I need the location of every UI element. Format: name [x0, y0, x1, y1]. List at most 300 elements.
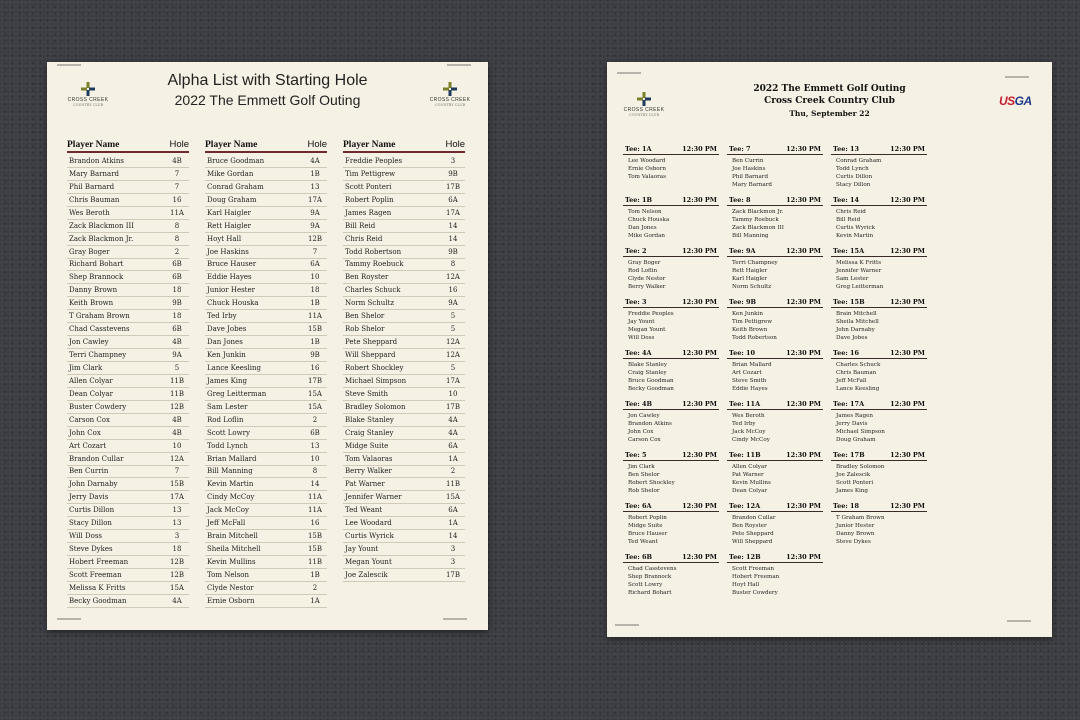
tee-player-name: Chris Reid: [836, 209, 866, 215]
player-row: [205, 595, 327, 608]
player-name: Hobert Freeman: [69, 558, 129, 567]
tee-player-name: John Darnaby: [836, 326, 875, 333]
tee-header: [727, 297, 823, 308]
tee-header: [623, 144, 719, 155]
tee-player-name: James Ragen: [836, 413, 874, 419]
player-row: [67, 259, 189, 272]
player-row: [205, 401, 327, 414]
starting-hole: 6A: [448, 506, 458, 515]
player-row: [205, 220, 327, 233]
tee-number: Tee: 17A: [833, 400, 865, 408]
tee-player-name: Eddie Hayes: [732, 385, 768, 392]
starting-hole: 12A: [170, 454, 184, 463]
starting-hole: 7: [174, 182, 180, 191]
player-name: Eddie Hayes: [207, 273, 252, 282]
player-row: [205, 362, 327, 375]
tee-player-name: Jennifer Warner: [836, 267, 882, 274]
tee-header: [727, 399, 823, 410]
tee-player-name: Bruce Goodman: [628, 377, 674, 384]
tee-players: [831, 206, 927, 241]
player-row: [67, 246, 189, 259]
tape-strip: [617, 72, 641, 74]
tee-number: Tee: 4A: [625, 349, 652, 357]
player-name: Ben Royster: [345, 273, 389, 282]
tee-number: Tee: 7: [729, 145, 751, 153]
tee-players: [831, 359, 927, 394]
tee-players: [623, 512, 719, 547]
player-name: Scott Lowry: [207, 428, 250, 437]
column-header: [205, 138, 327, 153]
player-name: Art Cozart: [69, 441, 107, 450]
player-name: T Graham Brown: [69, 312, 130, 321]
player-row: [205, 466, 327, 479]
tee-players: [727, 155, 823, 190]
tee-number: Tee: 3: [625, 298, 647, 306]
tee-player-name: Robert Poplin: [628, 515, 667, 521]
tee-time: 12:30 PM: [786, 553, 821, 561]
tee-time: 12:30 PM: [890, 247, 925, 255]
player-row: [343, 349, 465, 362]
player-row: [205, 427, 327, 440]
player-name: Tom Valaoras: [345, 454, 393, 463]
tee-player-name: Scott Freeman: [732, 566, 775, 572]
player-name: John Cox: [69, 428, 101, 437]
tee-player-name: James King: [836, 487, 868, 494]
tee-header: [623, 399, 719, 410]
tee-player-name: Jerry Davis: [836, 420, 868, 427]
player-row: [205, 491, 327, 504]
tee-time: 12:30 PM: [890, 196, 925, 204]
starting-hole: 6B: [172, 273, 182, 282]
tee-header: [727, 450, 823, 461]
tee-number: Tee: 16: [833, 349, 860, 357]
starting-hole: 4B: [172, 428, 182, 437]
column-header: [67, 138, 189, 153]
starting-hole: 9B: [448, 169, 458, 178]
player-name: Jerry Davis: [69, 493, 109, 502]
tee-player-name: Wes Beroth: [732, 413, 765, 419]
player-name: Pete Sheppard: [345, 338, 398, 347]
tee-header: [727, 246, 823, 257]
player-name: Brian Mallard: [207, 454, 257, 463]
starting-hole: 6B: [172, 260, 182, 269]
player-row: [67, 556, 189, 569]
starting-hole: 18: [310, 286, 320, 295]
tee-block: [623, 501, 719, 552]
player-name: Zack Blackmon III: [69, 221, 135, 230]
player-name: Kevin Mullins: [207, 558, 256, 567]
player-name: Steve Dykes: [69, 545, 113, 554]
tee-block: [831, 501, 927, 552]
tee-player-name: Brandon Cullar: [732, 515, 776, 521]
tee-player-name: Jeff McFall: [836, 377, 867, 384]
tee-player-name: Bruce Hauser: [628, 530, 668, 537]
starting-hole: 18: [172, 312, 182, 321]
player-row: [205, 323, 327, 336]
player-row: [205, 388, 327, 401]
player-name: Bruce Hauser: [207, 260, 257, 269]
starting-hole: 12B: [169, 402, 185, 411]
tee-player-name: Ted Irby: [732, 420, 756, 427]
tee-time: 12:30 PM: [682, 349, 717, 357]
player-row: [343, 427, 465, 440]
tee-player-name: Rob Shelor: [628, 487, 660, 494]
tee-players: [623, 308, 719, 343]
player-row: [67, 530, 189, 543]
tee-player-name: Brandon Atkins: [628, 420, 672, 427]
player-row: [67, 582, 189, 595]
tee-player-name: Lee Woodard: [628, 158, 666, 164]
player-name: Terri Champney: [69, 351, 127, 360]
player-name: Charles Schuck: [345, 286, 401, 295]
tee-time: 12:30 PM: [786, 502, 821, 510]
starting-hole: 17B: [307, 376, 323, 385]
tee-number: Tee: 4B: [625, 400, 653, 408]
player-name: Chris Reid: [345, 234, 383, 243]
tee-block: [623, 552, 719, 603]
logo-text: CROSS CREEK: [429, 97, 471, 103]
player-name: Rett Haigler: [207, 221, 251, 230]
starting-hole: 1A: [448, 519, 458, 528]
player-column-1: [67, 138, 189, 608]
starting-hole: 5: [450, 325, 456, 334]
tee-player-name: Brain Mitchell: [836, 311, 877, 317]
starting-hole: 11A: [170, 208, 184, 217]
player-row: [343, 233, 465, 246]
tee-player-name: Greg Leitterman: [836, 283, 884, 290]
starting-hole: 4B: [172, 338, 182, 347]
player-name: Brain Mitchell: [207, 532, 258, 541]
player-row: [67, 440, 189, 453]
tee-header: [623, 195, 719, 206]
tee-block: [831, 246, 927, 297]
player-row: [67, 362, 189, 375]
tee-player-name: Zack Blackmon III: [732, 224, 784, 231]
tee-number: Tee: 11A: [729, 400, 761, 408]
tape-strip: [615, 624, 639, 626]
starting-hole: 5: [450, 363, 456, 372]
player-name-header: Player Name: [205, 140, 258, 150]
tee-player-name: Melissa K Fritts: [836, 260, 882, 266]
player-name: Jennifer Warner: [345, 493, 402, 502]
player-name: Scott Ponteri: [345, 182, 392, 191]
player-row: [205, 233, 327, 246]
alpha-list-title: Alpha List with Starting Hole: [167, 72, 368, 89]
player-row: [67, 517, 189, 530]
tee-player-name: Scott Lowry: [628, 581, 663, 588]
player-name: Scott Freeman: [69, 570, 122, 579]
player-name: Freddie Peoples: [345, 156, 403, 165]
starting-hole: 2: [174, 247, 180, 256]
tee-number: Tee: 12A: [729, 502, 761, 510]
starting-hole: 7: [312, 247, 318, 256]
tee-players: [831, 257, 927, 292]
player-row: [343, 323, 465, 336]
player-row: [205, 375, 327, 388]
player-row: [205, 259, 327, 272]
player-name: Pat Warner: [345, 480, 385, 489]
tee-player-name: Jay Yount: [628, 318, 655, 325]
player-row: [67, 401, 189, 414]
player-row: [343, 569, 465, 582]
starting-hole: 10: [310, 273, 320, 282]
tee-number: Tee: 18: [833, 502, 860, 510]
player-name: Brandon Atkins: [69, 156, 124, 165]
starting-hole: 17A: [308, 195, 322, 204]
player-name: Cindy McCoy: [207, 493, 255, 502]
player-row: [67, 414, 189, 427]
player-name: Becky Goodman: [69, 596, 127, 605]
tee-block: [727, 348, 823, 399]
player-name: Chuck Houska: [207, 299, 259, 308]
starting-hole: 13: [310, 182, 320, 191]
player-name: Michael Simpson: [345, 376, 407, 385]
tee-block: [831, 399, 927, 450]
starting-hole: 12B: [169, 558, 185, 567]
player-row: [67, 543, 189, 556]
tape-strip: [57, 618, 81, 620]
player-name: Stacy Dillon: [69, 519, 112, 528]
tee-player-name: John Cox: [628, 428, 654, 435]
starting-hole: 9B: [172, 299, 182, 308]
starting-hole: 8: [174, 221, 180, 230]
player-row: [205, 478, 327, 491]
tee-player-name: Chris Bauman: [836, 369, 877, 376]
player-name: Curtis Dillon: [69, 506, 115, 515]
starting-hole: 8: [174, 234, 180, 243]
tee-player-name: Jon Cawley: [628, 413, 660, 419]
player-name: James King: [207, 376, 248, 385]
player-name: Ernie Osborn: [207, 596, 255, 605]
logo-subtext: COUNTRY CLUB: [72, 103, 104, 107]
tee-players: [727, 257, 823, 292]
player-column-3: [343, 138, 465, 582]
tee-player-name: Art Cozart: [732, 369, 762, 376]
player-row: [205, 556, 327, 569]
tee-player-name: Dan Jones: [628, 224, 657, 231]
tee-sheet-subtitle: Cross Creek Country Club: [764, 96, 895, 106]
starting-hole: 4B: [172, 156, 182, 165]
tee-number: Tee: 15A: [833, 247, 865, 255]
tee-player-name: Keith Brown: [732, 326, 768, 333]
player-name: Karl Haigler: [207, 208, 251, 217]
player-name: Shep Brannock: [69, 273, 124, 282]
player-name: Todd Lynch: [207, 441, 248, 450]
player-row: [343, 246, 465, 259]
tee-player-name: Norm Schultz: [732, 283, 772, 290]
tee-block: [623, 195, 719, 246]
starting-hole: 11A: [308, 506, 322, 515]
starting-hole: 10: [172, 441, 182, 450]
starting-hole: 6A: [310, 260, 320, 269]
player-row: [67, 310, 189, 323]
tee-player-name: Kevin Mullins: [732, 479, 771, 486]
tee-players: [623, 461, 719, 496]
tee-player-name: T Graham Brown: [836, 515, 885, 521]
starting-hole: 11B: [307, 558, 323, 567]
player-name: Tom Nelson: [207, 570, 250, 579]
player-row: [67, 466, 189, 479]
starting-hole: 17A: [446, 208, 460, 217]
tee-player-name: Bill Manning: [732, 232, 769, 239]
tee-player-name: Stacy Dillon: [836, 181, 871, 188]
tee-number: Tee: 17B: [833, 451, 865, 459]
player-name: Doug Graham: [207, 195, 257, 204]
starting-hole: 12A: [446, 351, 460, 360]
player-row: [67, 491, 189, 504]
tee-player-name: Tammy Roebuck: [732, 216, 779, 223]
tee-block: [727, 552, 823, 603]
player-row: [343, 491, 465, 504]
player-row: [67, 336, 189, 349]
tee-player-name: Zack Blackmon Jr.: [732, 209, 784, 215]
player-name: Clyde Nestor: [207, 583, 254, 592]
tee-block: [831, 450, 927, 501]
player-name: Zack Blackmon Jr.: [69, 234, 134, 243]
starting-hole: 15A: [308, 402, 322, 411]
player-name: James Ragen: [345, 208, 392, 217]
tee-time: 12:30 PM: [890, 145, 925, 153]
tee-block: [623, 246, 719, 297]
player-row: [205, 155, 327, 168]
tee-header: [623, 501, 719, 512]
tee-players: [831, 461, 927, 496]
player-name: Robert Shockley: [345, 363, 404, 372]
tee-header: [623, 552, 719, 563]
player-row: [67, 504, 189, 517]
tee-player-name: Allen Colyar: [732, 464, 767, 470]
tee-player-name: Todd Lynch: [836, 165, 869, 172]
tee-player-name: Tim Pettigrew: [732, 318, 773, 325]
player-name: Will Sheppard: [345, 351, 396, 360]
tee-players: [623, 563, 719, 598]
tee-player-name: Conrad Graham: [836, 158, 882, 164]
tee-player-name: Tom Nelson: [628, 209, 662, 215]
tee-players: [727, 512, 823, 547]
tape-strip: [1005, 76, 1029, 78]
player-name: Jay Yount: [345, 545, 379, 554]
tee-time: 12:30 PM: [786, 247, 821, 255]
tee-time: 12:30 PM: [890, 298, 925, 306]
tee-time: 12:30 PM: [682, 502, 717, 510]
player-name: Tim Pettigrew: [345, 169, 396, 178]
player-name: Curtis Wyrick: [345, 532, 394, 541]
player-row: [343, 155, 465, 168]
tee-header: [623, 297, 719, 308]
player-name: Phil Barnard: [69, 182, 115, 191]
tee-player-name: Ernie Osborn: [628, 165, 666, 172]
starting-hole: 1A: [448, 454, 458, 463]
tee-block: [831, 348, 927, 399]
player-name: Bradley Solomon: [345, 402, 406, 411]
player-row: [67, 233, 189, 246]
tee-players: [623, 257, 719, 292]
tee-time: 12:30 PM: [682, 196, 717, 204]
starting-hole: 10: [310, 454, 320, 463]
player-row: [343, 440, 465, 453]
tee-block: [623, 450, 719, 501]
starting-hole: 2: [450, 467, 456, 476]
tee-players: [623, 410, 719, 445]
player-row: [205, 297, 327, 310]
tee-player-name: Ben Currin: [732, 158, 764, 164]
tee-player-name: Dave Jobes: [836, 334, 868, 341]
player-row: [67, 181, 189, 194]
player-row: [343, 181, 465, 194]
tee-player-name: Junior Hester: [836, 522, 875, 529]
starting-hole: 17B: [445, 570, 461, 579]
tee-sheet: [607, 62, 1052, 637]
tee-players: [727, 410, 823, 445]
player-name: Blake Stanley: [345, 415, 394, 424]
starting-hole: 15A: [446, 493, 460, 502]
starting-hole: 1A: [310, 596, 320, 605]
tee-header: [831, 348, 927, 359]
tee-player-name: Bradley Solomon: [836, 464, 885, 470]
tee-player-name: Pete Sheppard: [732, 530, 774, 537]
starting-hole: 15B: [307, 532, 323, 541]
player-name-header: Player Name: [343, 140, 396, 150]
column-header: [343, 138, 465, 153]
player-name: Jim Clark: [69, 363, 103, 372]
player-name: Will Doss: [69, 532, 103, 541]
tee-players: [727, 359, 823, 394]
player-rows: [343, 155, 465, 582]
tee-time: 12:30 PM: [682, 247, 717, 255]
tee-players: [831, 308, 927, 343]
player-row: [343, 556, 465, 569]
starting-hole: 9A: [310, 221, 320, 230]
tee-players: [623, 206, 719, 241]
tee-player-name: Megan Yount: [628, 326, 666, 333]
player-row: [205, 517, 327, 530]
player-name: Bill Reid: [345, 221, 376, 230]
starting-hole: 9B: [310, 351, 320, 360]
player-name: Steve Smith: [345, 389, 389, 398]
starting-hole: 11A: [308, 493, 322, 502]
tee-sheet-title: 2022 The Emmett Golf Outing: [753, 84, 906, 94]
player-row: [67, 595, 189, 608]
tee-player-name: Richard Bohart: [628, 589, 672, 596]
player-name: Junior Hester: [207, 286, 255, 295]
player-name: Ted Weant: [345, 506, 383, 515]
player-row: [67, 194, 189, 207]
tee-player-name: Gray Boger: [628, 260, 661, 266]
player-name: Chris Bauman: [69, 195, 120, 204]
player-name: Jeff McFall: [207, 519, 246, 528]
player-row: [343, 194, 465, 207]
player-row: [343, 530, 465, 543]
tee-header: [831, 195, 927, 206]
starting-hole: 14: [448, 221, 458, 230]
tee-number: Tee: 5: [625, 451, 647, 459]
player-row: [67, 453, 189, 466]
tee-player-name: Steve Dykes: [836, 538, 871, 545]
tee-block: [623, 348, 719, 399]
tee-header: [831, 501, 927, 512]
player-name: Dan Jones: [207, 338, 243, 347]
player-name: Midge Suite: [345, 441, 389, 450]
usga-logo-part1: US: [999, 94, 1015, 108]
tape-strip: [57, 64, 81, 66]
player-row: [343, 297, 465, 310]
hole-header: Hole: [307, 139, 327, 150]
player-row: [343, 310, 465, 323]
player-name: Berry Walker: [345, 467, 392, 476]
tee-player-name: Chuck Houska: [628, 216, 670, 223]
starting-hole: 5: [174, 363, 180, 372]
tee-player-name: Doug Graham: [836, 436, 876, 443]
